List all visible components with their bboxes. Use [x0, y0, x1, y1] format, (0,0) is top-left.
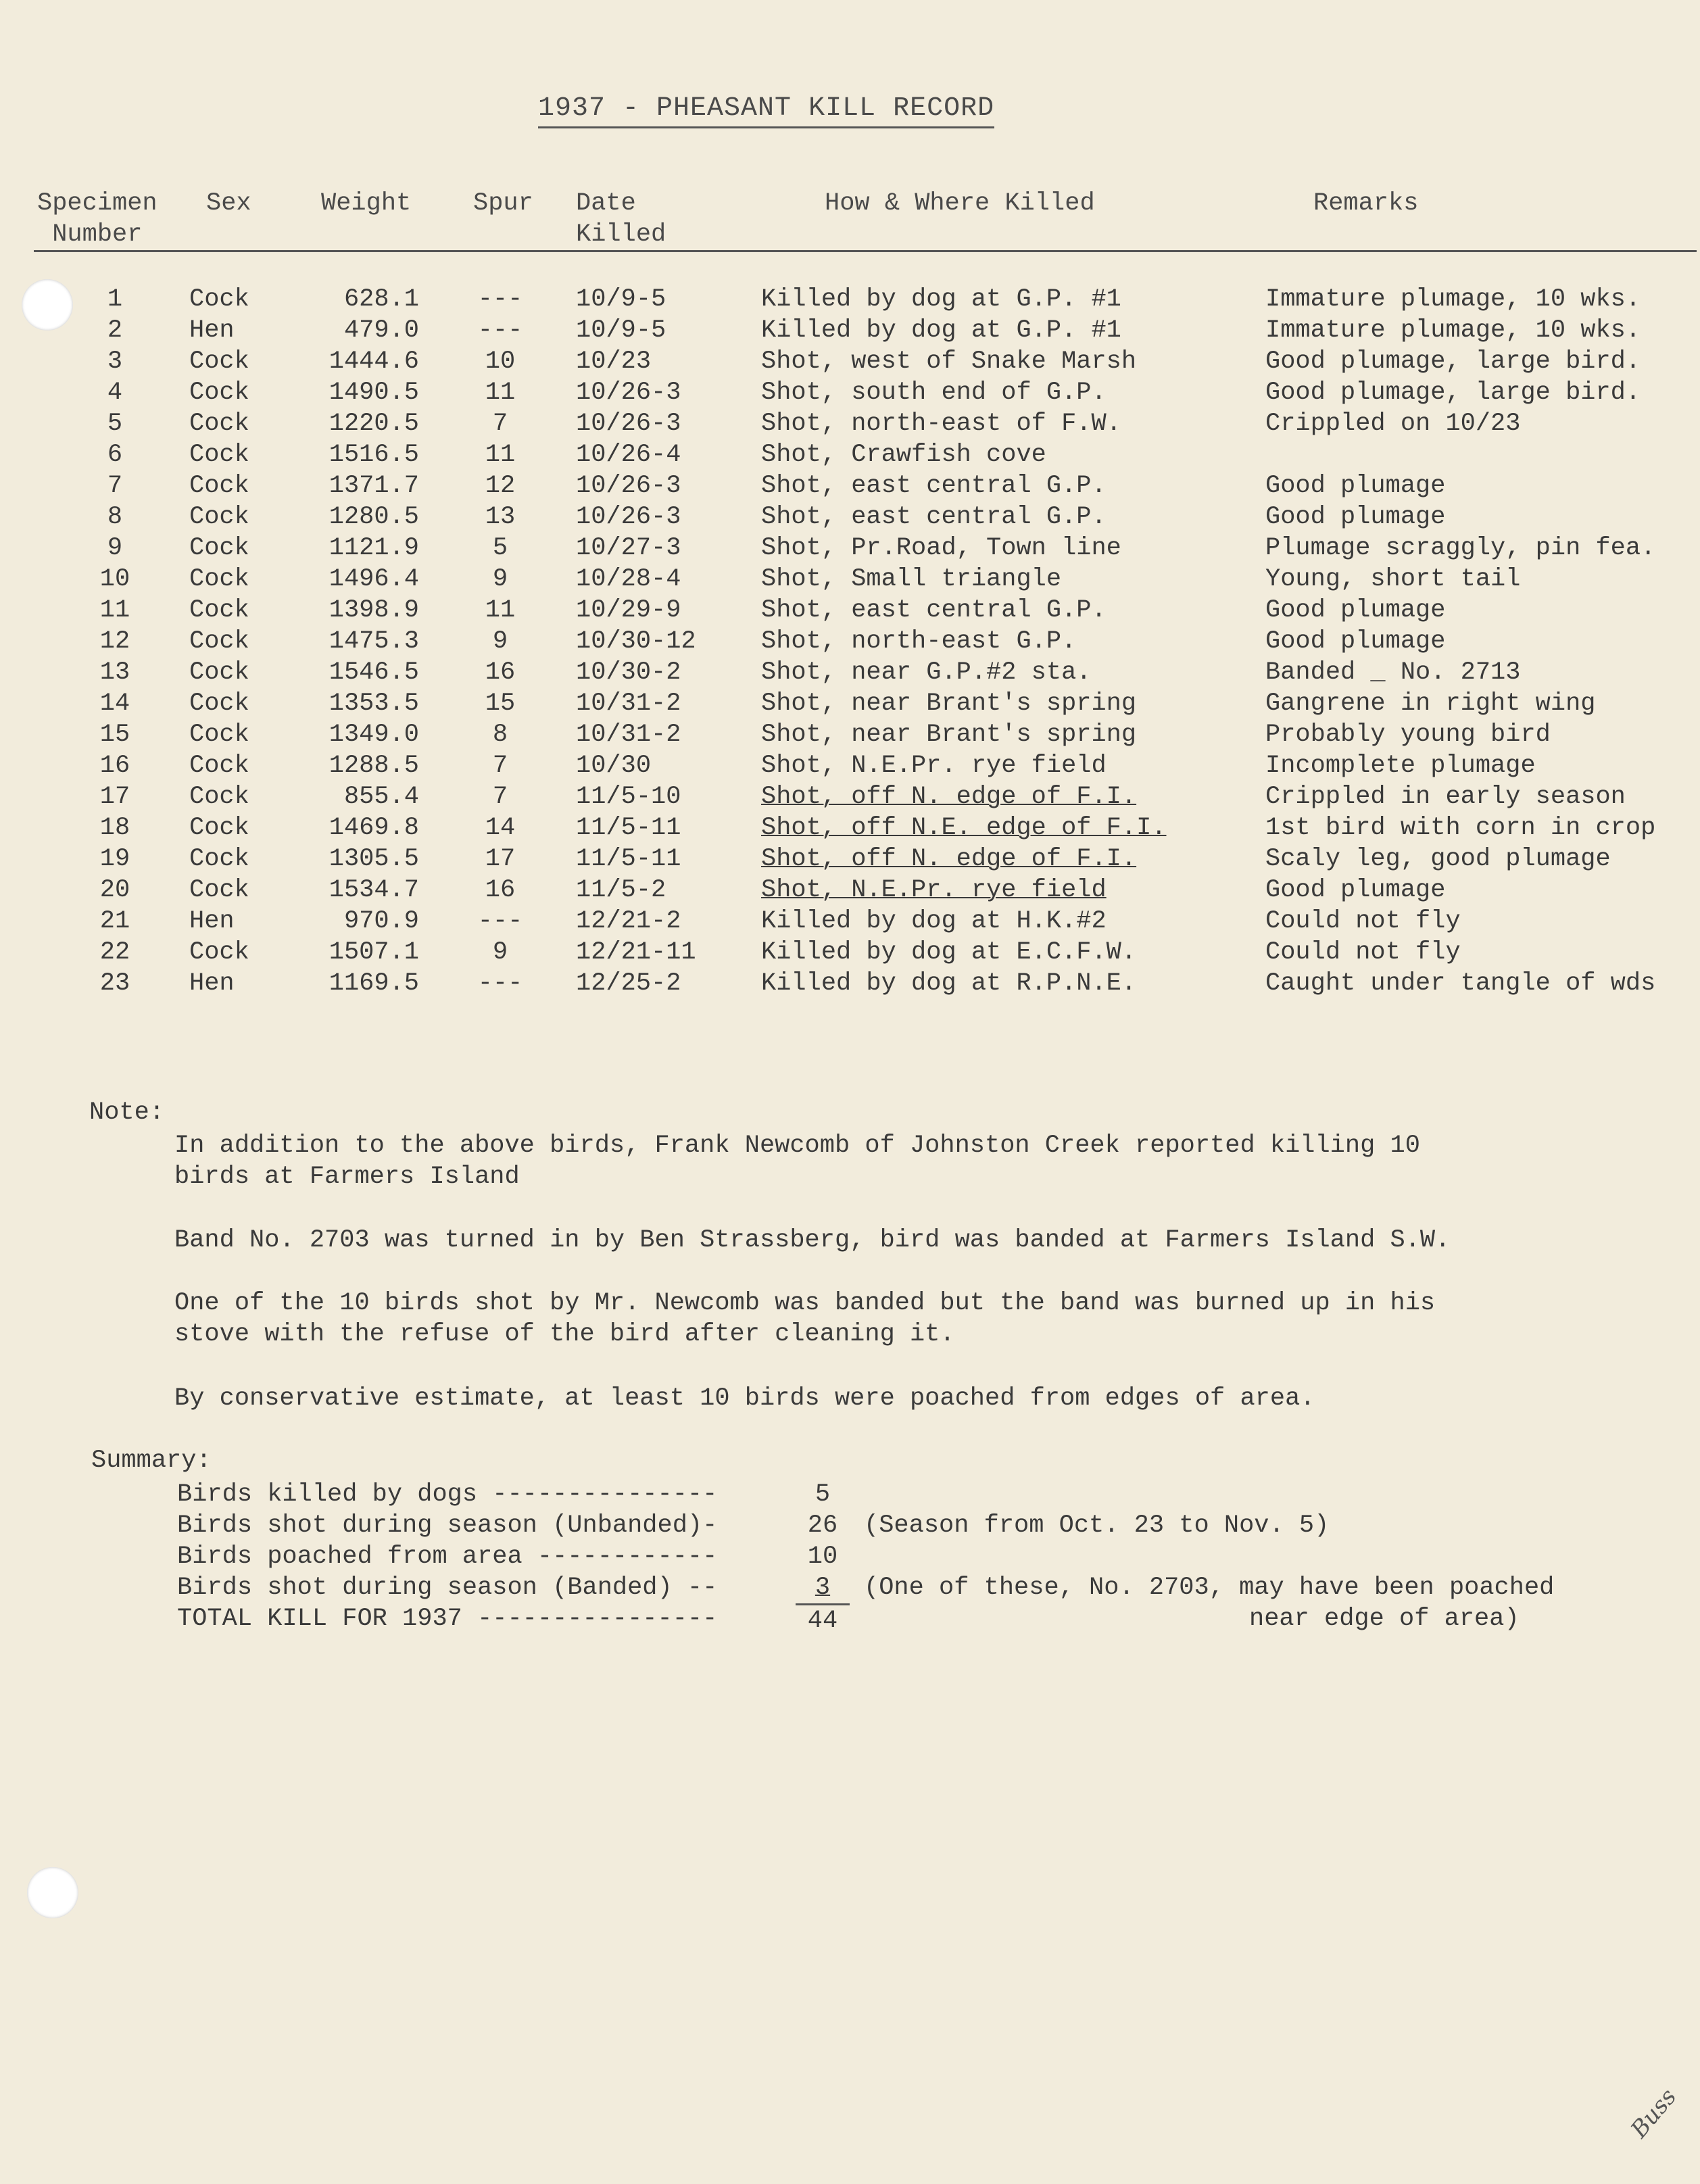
weight-cell: 1507.1 [329, 938, 419, 967]
weight-cell: 1220.5 [329, 410, 419, 438]
sex-cell: Cock [189, 285, 249, 314]
kill-record-table [0, 284, 1700, 999]
how-where-cell: Shot, near G.P.#2 sta. [761, 658, 1092, 687]
how-where-cell: Shot, N.E.Pr. rye field [761, 752, 1107, 780]
how-where-cell: Killed by dog at E.C.F.W. [761, 938, 1137, 967]
date-killed-cell: 11/5-11 [576, 845, 681, 873]
remarks-cell: Caught under tangle of wds [1265, 969, 1656, 998]
weight-cell: 1288.5 [329, 752, 419, 780]
weight-cell: 1121.9 [329, 534, 419, 562]
specimen-number-cell: 7 [107, 472, 123, 500]
col-header-spur: Spur [473, 189, 533, 218]
sex-cell: Cock [189, 565, 249, 593]
how-where-cell: Shot, Pr.Road, Town line [761, 534, 1121, 562]
summary-row-comment: (One of these, No. 2703, may have been poached [864, 1574, 1555, 1602]
date-killed-cell: 10/30 [576, 752, 652, 780]
date-killed-cell: 12/21-2 [576, 907, 681, 936]
weight-cell: 1475.3 [329, 627, 419, 656]
weight-cell: 1398.9 [329, 596, 419, 625]
note-label: Note: [89, 1098, 165, 1127]
remarks-cell: Good plumage, large bird. [1265, 379, 1641, 407]
specimen-number-cell: 2 [107, 316, 123, 345]
sex-cell: Cock [189, 441, 249, 469]
spur-cell: --- [477, 316, 523, 345]
table-row [0, 284, 1700, 315]
page-title: 1937 - PHEASANT KILL RECORD [538, 93, 994, 128]
summary-row-value: 10 [807, 1543, 838, 1571]
sex-cell: Cock [189, 472, 249, 500]
handwritten-signature: Buss [1626, 2083, 1682, 2143]
specimen-number-cell: 1 [107, 285, 123, 314]
summary-row-label: TOTAL KILL FOR 1937 ---------------- [177, 1605, 718, 1633]
specimen-number-cell: 11 [99, 596, 130, 625]
date-killed-cell: 10/26-3 [576, 379, 681, 407]
spur-cell: 11 [485, 596, 516, 625]
table-row [0, 937, 1700, 968]
table-row [0, 750, 1700, 781]
summary-row-value: 3 [815, 1574, 831, 1602]
spur-cell: 13 [485, 503, 516, 531]
note-paragraph: By conservative estimate, at least 10 birds were poached from edges of area. [174, 1384, 1315, 1413]
remarks-cell: Good plumage [1265, 503, 1446, 531]
summary-row-label: Birds shot during season (Unbanded)- [177, 1511, 718, 1540]
weight-cell: 1349.0 [329, 721, 419, 749]
date-killed-cell: 10/31-2 [576, 721, 681, 749]
how-where-cell: Shot, N.E.Pr. rye field [761, 876, 1107, 904]
spur-cell: 7 [492, 752, 508, 780]
specimen-number-cell: 15 [99, 721, 130, 749]
specimen-number-cell: 5 [107, 410, 123, 438]
summary-row-value: 5 [815, 1480, 831, 1509]
weight-cell: 1169.5 [329, 969, 419, 998]
sex-cell: Cock [189, 876, 249, 904]
table-row [0, 657, 1700, 688]
table-row [0, 408, 1700, 439]
weight-cell: 628.1 [343, 285, 419, 314]
weight-cell: 1353.5 [329, 689, 419, 718]
date-killed-cell: 12/25-2 [576, 969, 681, 998]
remarks-cell: Plumage scraggly, pin fea. [1265, 534, 1656, 562]
summary-row-label: Birds poached from area ------------ [177, 1543, 718, 1571]
spur-cell: 11 [485, 379, 516, 407]
sex-cell: Hen [189, 316, 235, 345]
date-killed-cell: 10/9-5 [576, 285, 666, 314]
weight-cell: 1546.5 [329, 658, 419, 687]
weight-cell: 1280.5 [329, 503, 419, 531]
date-killed-cell: 10/28-4 [576, 565, 681, 593]
date-killed-cell: 10/29-9 [576, 596, 681, 625]
how-where-cell: Shot, off N. edge of F.I. [761, 783, 1137, 811]
table-row [0, 595, 1700, 626]
summary-row [177, 1510, 1684, 1541]
sex-cell: Cock [189, 845, 249, 873]
specimen-number-cell: 19 [99, 845, 130, 873]
weight-cell: 1444.6 [329, 347, 419, 376]
remarks-cell: Banded _ No. 2713 [1265, 658, 1521, 687]
summary-row [177, 1541, 1684, 1572]
col-header-sex: Sex [206, 189, 251, 218]
note-paragraph: In addition to the above birds, Frank Newcomb of Johnston Creek reported killing 10 birds at Farmers Island [174, 1132, 1420, 1191]
how-where-cell: Shot, south end of G.P. [761, 379, 1107, 407]
summary-row-label: Birds shot during season (Banded) -- [177, 1574, 718, 1602]
weight-cell: 855.4 [343, 783, 419, 811]
table-row [0, 502, 1700, 533]
remarks-cell: Good plumage [1265, 876, 1446, 904]
sex-cell: Cock [189, 721, 249, 749]
weight-cell: 1371.7 [329, 472, 419, 500]
spur-cell: 9 [492, 938, 508, 967]
specimen-number-cell: 14 [99, 689, 130, 718]
remarks-cell: Good plumage [1265, 472, 1446, 500]
sex-cell: Cock [189, 689, 249, 718]
spur-cell: --- [477, 285, 523, 314]
specimen-number-cell: 3 [107, 347, 123, 376]
table-row [0, 844, 1700, 875]
date-killed-cell: 10/26-3 [576, 503, 681, 531]
date-killed-cell: 10/26-3 [576, 472, 681, 500]
summary-row-value: 26 [807, 1511, 838, 1540]
col-header-weight: Weight [321, 189, 412, 218]
date-killed-cell: 10/30-12 [576, 627, 696, 656]
weight-cell: 1469.8 [329, 814, 419, 842]
table-row [0, 812, 1700, 844]
how-where-cell: Killed by dog at H.K.#2 [761, 907, 1107, 936]
how-where-cell: Shot, east central G.P. [761, 503, 1107, 531]
sex-cell: Cock [189, 503, 249, 531]
how-where-cell: Shot, near Brant's spring [761, 721, 1137, 749]
summary-row [177, 1572, 1684, 1603]
spur-cell: 9 [492, 565, 508, 593]
col-header-date-killed: Date Killed [576, 189, 666, 249]
weight-cell: 1496.4 [329, 565, 419, 593]
specimen-number-cell: 18 [99, 814, 130, 842]
date-killed-cell: 11/5-11 [576, 814, 681, 842]
spur-cell: --- [477, 907, 523, 936]
table-row [0, 346, 1700, 377]
how-where-cell: Shot, Crawfish cove [761, 441, 1046, 469]
summary-comment-continuation: near edge of area) [1249, 1605, 1520, 1633]
spur-cell: 7 [492, 783, 508, 811]
col-header-remarks: Remarks [1313, 189, 1419, 218]
how-where-cell: Killed by dog at G.P. #1 [761, 316, 1121, 345]
spur-cell: 17 [485, 845, 516, 873]
weight-cell: 1516.5 [329, 441, 419, 469]
how-where-cell: Shot, east central G.P. [761, 472, 1107, 500]
table-row [0, 439, 1700, 470]
specimen-number-cell: 12 [99, 627, 130, 656]
remarks-cell: 1st bird with corn in crop [1265, 814, 1656, 842]
sex-cell: Cock [189, 938, 249, 967]
remarks-cell: Good plumage, large bird. [1265, 347, 1641, 376]
table-row [0, 781, 1700, 812]
table-row [0, 626, 1700, 657]
how-where-cell: Killed by dog at R.P.N.E. [761, 969, 1137, 998]
spur-cell: 16 [485, 658, 516, 687]
spur-cell: 15 [485, 689, 516, 718]
specimen-number-cell: 10 [99, 565, 130, 593]
how-where-cell: Shot, Small triangle [761, 565, 1062, 593]
table-row [0, 968, 1700, 999]
remarks-cell: Crippled in early season [1265, 783, 1626, 811]
date-killed-cell: 10/31-2 [576, 689, 681, 718]
sex-cell: Cock [189, 410, 249, 438]
specimen-number-cell: 13 [99, 658, 130, 687]
date-killed-cell: 10/30-2 [576, 658, 681, 687]
sex-cell: Cock [189, 347, 249, 376]
remarks-cell: Could not fly [1265, 907, 1461, 936]
weight-cell: 1305.5 [329, 845, 419, 873]
specimen-number-cell: 23 [99, 969, 130, 998]
specimen-number-cell: 21 [99, 907, 130, 936]
remarks-cell: Incomplete plumage [1265, 752, 1536, 780]
remarks-cell: Good plumage [1265, 596, 1446, 625]
spur-cell: --- [477, 969, 523, 998]
how-where-cell: Shot, off N. edge of F.I. [761, 845, 1137, 873]
summary-row-comment: (Season from Oct. 23 to Nov. 5) [864, 1511, 1330, 1540]
specimen-number-cell: 16 [99, 752, 130, 780]
spur-cell: 12 [485, 472, 516, 500]
summary-row [177, 1479, 1684, 1510]
date-killed-cell: 10/26-3 [576, 410, 681, 438]
date-killed-cell: 11/5-2 [576, 876, 666, 904]
table-row [0, 377, 1700, 408]
sex-cell: Cock [189, 379, 249, 407]
weight-cell: 479.0 [343, 316, 419, 345]
how-where-cell: Shot, off N.E. edge of F.I. [761, 814, 1167, 842]
weight-cell: 1490.5 [329, 379, 419, 407]
sex-cell: Cock [189, 783, 249, 811]
how-where-cell: Killed by dog at G.P. #1 [761, 285, 1121, 314]
spur-cell: 5 [492, 534, 508, 562]
sex-cell: Cock [189, 596, 249, 625]
sex-cell: Cock [189, 658, 249, 687]
note-paragraph: One of the 10 birds shot by Mr. Newcomb was banded but the band was burned up in his stove with the refuse of the bird after cleaning it. [174, 1289, 1436, 1349]
sex-cell: Hen [189, 907, 235, 936]
remarks-cell: Immature plumage, 10 wks. [1265, 285, 1641, 314]
sex-cell: Cock [189, 627, 249, 656]
remarks-cell: Gangrene in right wing [1265, 689, 1596, 718]
specimen-number-cell: 22 [99, 938, 130, 967]
date-killed-cell: 12/21-11 [576, 938, 696, 967]
remarks-cell: Immature plumage, 10 wks. [1265, 316, 1641, 345]
specimen-number-cell: 17 [99, 783, 130, 811]
how-where-cell: Shot, north-east G.P. [761, 627, 1077, 656]
remarks-cell: Young, short tail [1265, 565, 1521, 593]
spur-cell: 14 [485, 814, 516, 842]
spur-cell: 11 [485, 441, 516, 469]
table-row [0, 719, 1700, 750]
how-where-cell: Shot, west of Snake Marsh [761, 347, 1137, 376]
col-header-how-where: How & Where Killed [825, 189, 1095, 218]
date-killed-cell: 10/23 [576, 347, 652, 376]
summary-row-value: 44 [796, 1603, 850, 1636]
note-paragraph: Band No. 2703 was turned in by Ben Strassberg, bird was banded at Farmers Island S.W. [174, 1226, 1451, 1255]
date-killed-cell: 11/5-10 [576, 783, 681, 811]
punch-hole-bottom [27, 1867, 78, 1918]
table-row [0, 906, 1700, 937]
spur-cell: 10 [485, 347, 516, 376]
sex-cell: Cock [189, 534, 249, 562]
how-where-cell: Shot, near Brant's spring [761, 689, 1137, 718]
how-where-cell: Shot, north-east of F.W. [761, 410, 1121, 438]
spur-cell: 7 [492, 410, 508, 438]
specimen-number-cell: 20 [99, 876, 130, 904]
date-killed-cell: 10/26-4 [576, 441, 681, 469]
remarks-cell: Probably young bird [1265, 721, 1551, 749]
summary-label: Summary: [91, 1447, 212, 1475]
specimen-number-cell: 9 [107, 534, 123, 562]
table-row [0, 470, 1700, 502]
table-row [0, 688, 1700, 719]
summary-row-label: Birds killed by dogs --------------- [177, 1480, 718, 1509]
col-header-specimen-number: Specimen Number [37, 189, 157, 249]
spur-cell: 16 [485, 876, 516, 904]
remarks-cell: Crippled on 10/23 [1265, 410, 1521, 438]
sex-cell: Hen [189, 969, 235, 998]
table-row [0, 315, 1700, 346]
remarks-cell: Could not fly [1265, 938, 1461, 967]
table-row [0, 875, 1700, 906]
weight-cell: 1534.7 [329, 876, 419, 904]
date-killed-cell: 10/27-3 [576, 534, 681, 562]
spur-cell: 9 [492, 627, 508, 656]
sex-cell: Cock [189, 752, 249, 780]
specimen-number-cell: 4 [107, 379, 123, 407]
how-where-cell: Shot, east central G.P. [761, 596, 1107, 625]
remarks-cell: Good plumage [1265, 627, 1446, 656]
table-row [0, 564, 1700, 595]
spur-cell: 8 [492, 721, 508, 749]
sex-cell: Cock [189, 814, 249, 842]
date-killed-cell: 10/9-5 [576, 316, 666, 345]
specimen-number-cell: 6 [107, 441, 123, 469]
table-row [0, 533, 1700, 564]
remarks-cell: Scaly leg, good plumage [1265, 845, 1611, 873]
header-rule [34, 250, 1697, 252]
weight-cell: 970.9 [343, 907, 419, 936]
specimen-number-cell: 8 [107, 503, 123, 531]
